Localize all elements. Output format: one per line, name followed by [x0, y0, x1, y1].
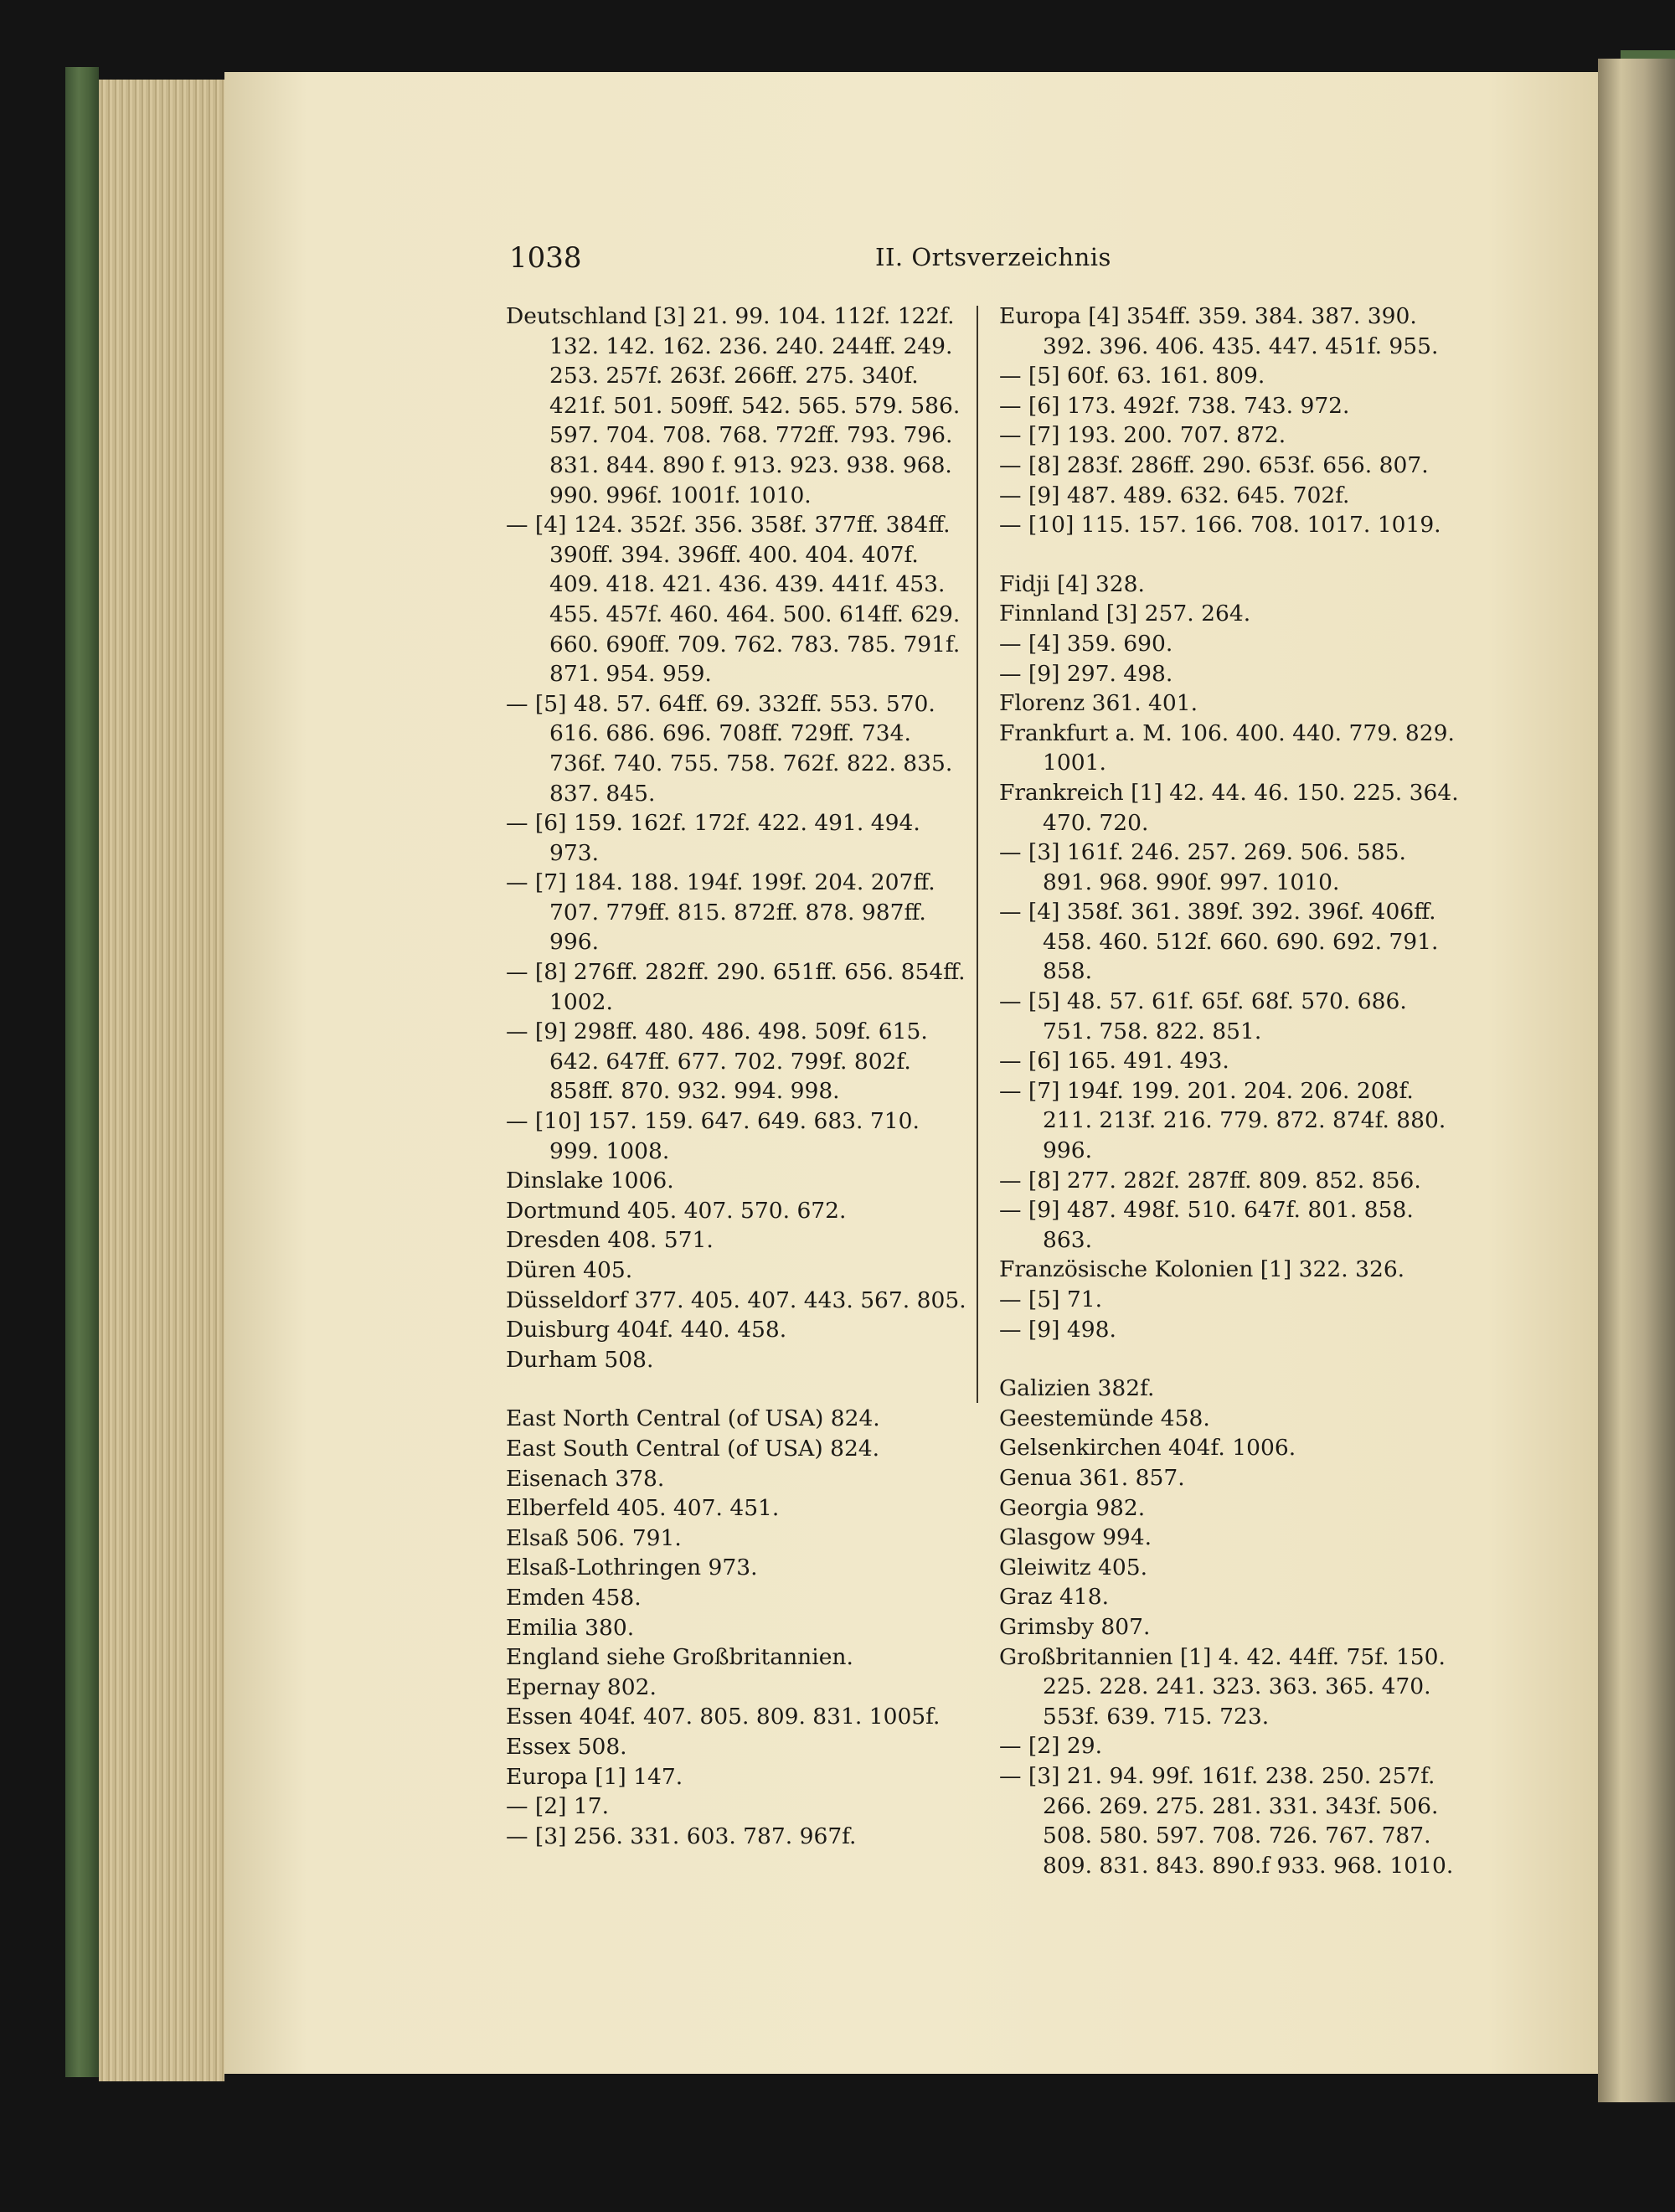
index-entry: Elsaß 506. 791.: [506, 1524, 682, 1551]
index-entry: Europa [4] 354ff. 359. 384. 387. 390. 392. 396. 406. 435. 447. 451f. 955.: [999, 303, 1439, 359]
index-entry: — [7] 184. 188. 194f. 199f. 204. 207ff. 707. 779ff. 815. 872ff. 878. 987ff. 996.: [506, 869, 935, 956]
index-entry: — [8] 277. 282f. 287ff. 809. 852. 856.: [999, 1167, 1421, 1194]
index-entry: East South Central (of USA) 824.: [506, 1435, 880, 1462]
index-entry: — [3] 161f. 246. 257. 269. 506. 585. 891. 968. 990f. 997. 1010.: [999, 839, 1406, 895]
index-entry: — [6] 159. 162f. 172f. 422. 491. 494. 973.: [506, 810, 920, 866]
index-entry: — [4] 124. 352f. 356. 358f. 377ff. 384ff. 390ff. 394. 396ff. 400. 404. 407f. 409. 418. 421. 436. 439. 441f. 453. 455. 457f. 460. 464. 500. 614ff. 629. 660. 690ff. 709. 762. 783. 785. 791f. 871. 954. 959.: [506, 512, 961, 688]
index-entry: Düsseldorf 377. 405. 407. 443. 567. 805.: [506, 1286, 966, 1313]
index-entry: Genua 361. 857.: [999, 1464, 1185, 1491]
index-entry: — [4] 358f. 361. 389f. 392. 396f. 406ff. 458. 460. 512f. 660. 690. 692. 791. 858.: [999, 899, 1439, 985]
index-entry: Europa [1] 147.: [506, 1763, 683, 1790]
index-entry: Finnland [3] 257. 264.: [999, 601, 1251, 627]
index-entry: Elsaß-Lothringen 973.: [506, 1555, 758, 1581]
index-entry: Düren 405.: [506, 1257, 633, 1283]
index-entry: Großbritannien [1] 4. 42. 44ff. 75f. 150. 225. 228. 241. 323. 363. 365. 470. 553f. 639. 715. 723.: [999, 1643, 1446, 1730]
index-entry: Graz 418.: [999, 1584, 1110, 1611]
index-entry: Emden 458.: [506, 1584, 642, 1611]
index-column-left: [506, 302, 975, 1851]
index-entry: Deutschland [3] 21. 99. 104. 112f. 122f. 132. 142. 162. 236. 240. 244ff. 249. 253. 257f. 263f. 266ff. 275. 340f. 421f. 501. 509ff. 542. 565. 579. 586. 597. 704. 708. 768. 772ff. 793. 796. 831. 844. 890 f. 913. 923. 938. 968. 990. 996f. 1001f. 1010.: [506, 303, 961, 508]
index-entry: — [2] 17.: [506, 1793, 610, 1820]
index-entry: — [10] 115. 157. 166. 708. 1017. 1019.: [999, 512, 1441, 539]
index-entry: Dinslake 1006.: [506, 1168, 674, 1194]
index-entry: Emilia 380.: [506, 1614, 635, 1641]
index-entry: — [9] 487. 498f. 510. 647f. 801. 858. 863.: [999, 1197, 1414, 1253]
index-entry: Essex 508.: [506, 1733, 627, 1760]
index-entry: Duisburg 404f. 440. 458.: [506, 1317, 787, 1343]
index-entry: — [5] 60f. 63. 161. 809.: [999, 363, 1265, 389]
index-entry: — [9] 298ff. 480. 486. 498. 509f. 615. 642. 647ff. 677. 702. 799f. 802f. 858ff. 870. 932. 994. 998.: [506, 1018, 928, 1105]
index-entry: — [3] 21. 94. 99f. 161f. 238. 250. 257f. 266. 269. 275. 281. 331. 343f. 506. 508. 580. 597. 708. 726. 767. 787. 809. 831. 843. 890.f 933. 968. 1010.: [999, 1762, 1454, 1879]
index-entry: — [8] 283f. 286ff. 290. 653f. 656. 807.: [999, 451, 1429, 478]
index-entry: Galizien 382f.: [999, 1375, 1155, 1402]
index-entry: Durham 508.: [506, 1346, 654, 1373]
index-entry: — [7] 194f. 199. 201. 204. 206. 208f. 211. 213f. 216. 779. 872. 874f. 880. 996.: [999, 1077, 1446, 1164]
index-entry: — [5] 48. 57. 64ff. 69. 332ff. 553. 570. 616. 686. 696. 708ff. 729ff. 734. 736f. 740. 755. 758. 762f. 822. 835. 837. 845.: [506, 690, 953, 807]
index-entry: — [9] 498.: [999, 1316, 1116, 1343]
index-entry: Fidji [4] 328.: [999, 570, 1145, 597]
index-entry: Frankreich [1] 42. 44. 46. 150. 225. 364. 470. 720.: [999, 779, 1459, 836]
index-entry: — [2] 29.: [999, 1733, 1103, 1760]
index-entry: Gleiwitz 405.: [999, 1554, 1147, 1580]
index-entry: Dortmund 405. 407. 570. 672.: [506, 1197, 847, 1224]
index-entry: — [5] 71.: [999, 1286, 1103, 1312]
index-entry: — [6] 173. 492f. 738. 743. 972.: [999, 392, 1350, 419]
index-entry: England siehe Großbritannien.: [506, 1644, 853, 1671]
index-entry: Eisenach 378.: [506, 1465, 665, 1492]
index-entry: Florenz 361. 401.: [999, 690, 1198, 717]
index-entry: Gelsenkirchen 404f. 1006.: [999, 1435, 1296, 1462]
column-divider: [977, 306, 978, 1403]
index-entry: Geestemünde 458.: [999, 1405, 1210, 1431]
index-entry: Frankfurt a. M. 106. 400. 440. 779. 829. 1001.: [999, 719, 1455, 776]
index-entry: Epernay 802.: [506, 1673, 657, 1700]
index-entry: — [9] 297. 498.: [999, 660, 1173, 687]
index-entry: — [5] 48. 57. 61f. 65f. 68f. 570. 686. 751. 758. 822. 851.: [999, 988, 1407, 1044]
index-entry: — [8] 276ff. 282ff. 290. 651ff. 656. 854ff. 1002.: [506, 959, 966, 1015]
index-entry: Dresden 408. 571.: [506, 1227, 714, 1254]
index-entry: Essen 404f. 407. 805. 809. 831. 1005f.: [506, 1704, 941, 1730]
index-entry: Elberfeld 405. 407. 451.: [506, 1495, 780, 1522]
index-entry: Grimsby 807.: [999, 1613, 1151, 1640]
index-entry: — [4] 359. 690.: [999, 630, 1173, 657]
running-head: II. Ortsverzeichnis: [875, 243, 1111, 271]
index-entry: Glasgow 994.: [999, 1524, 1152, 1551]
index-entry: East North Central (of USA) 824.: [506, 1405, 880, 1432]
index-entry: — [6] 165. 491. 493.: [999, 1048, 1229, 1075]
index-entry: Französische Kolonien [1] 322. 326.: [999, 1256, 1405, 1283]
index-column-right: [999, 302, 1460, 1880]
index-entry: Georgia 982.: [999, 1494, 1146, 1521]
page-number: 1038: [509, 241, 582, 275]
index-entry: — [10] 157. 159. 647. 649. 683. 710. 999. 1008.: [506, 1108, 920, 1164]
index-entry: — [9] 487. 489. 632. 645. 702f.: [999, 482, 1350, 508]
index-entry: — [7] 193. 200. 707. 872.: [999, 422, 1286, 449]
index-entry: — [3] 256. 331. 603. 787. 967f.: [506, 1823, 857, 1849]
